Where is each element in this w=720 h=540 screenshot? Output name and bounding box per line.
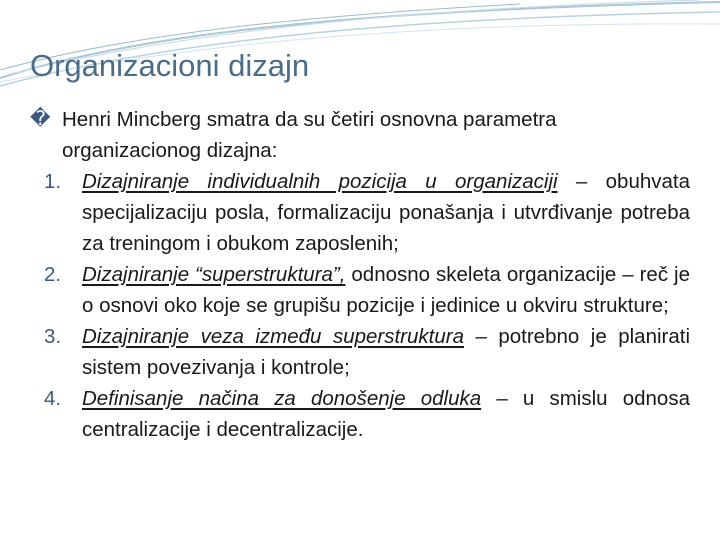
item-emphasis: Definisanje načina za donošenje odluka (82, 387, 482, 410)
list-number: 2. (44, 263, 62, 286)
item-text: odnosno skeleta organizacije – reč je o osnovi oko koje se grupišu pozicije i jedinice u okviru strukture; (82, 263, 690, 317)
list-item (30, 259, 690, 321)
item-text: – u smislu odnosa centralizacije i decentralizacije. (82, 387, 690, 441)
list-number: 1. (44, 170, 62, 193)
slide-content (30, 104, 690, 445)
intro-paragraph (30, 104, 690, 166)
list-number: 4. (44, 387, 62, 410)
slide-title: Organizacioni dizajn (30, 48, 310, 83)
item-emphasis: Dizajniranje “superstruktura”, (82, 263, 346, 286)
intro-text: Henri Mincberg smatra da su četiri osnovna parametra organizacionog dizajna: (62, 108, 557, 162)
list-item (30, 166, 690, 259)
item-emphasis: Dizajniranje individualnih pozicija u organizaciji (82, 170, 558, 193)
item-text: – potrebno je planirati sistem povezivanja i kontrole; (82, 325, 691, 379)
list-item (30, 383, 690, 445)
item-emphasis: Dizajniranje veza između superstruktura (82, 325, 464, 348)
list-number: 3. (44, 325, 62, 348)
list-item (30, 321, 690, 383)
parameter-list (30, 166, 690, 445)
bullet-glyph-icon: � (30, 108, 51, 130)
item-text: – obuhvata specijalizaciju posla, formalizaciju ponašanja i utvrđivanje potreba za treningom i obukom zaposlenih; (82, 170, 690, 255)
